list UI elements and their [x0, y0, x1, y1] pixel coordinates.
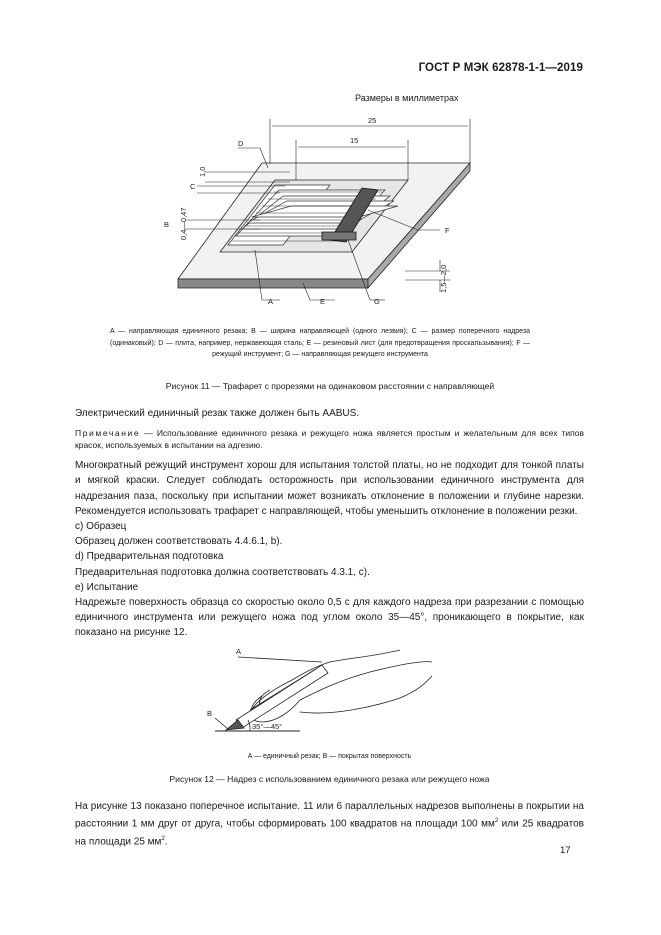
item-e-heading: e) Испытание: [75, 581, 139, 593]
angle-label: 35°—45°: [252, 722, 283, 731]
paragraph-figure-13: [75, 799, 584, 849]
plate-edge: [178, 279, 368, 288]
superscript-1: 2: [494, 818, 499, 825]
label-B: B: [164, 220, 170, 229]
item-c-heading: c) Образец: [75, 521, 127, 533]
label-D: D: [238, 139, 244, 148]
superscript-2: 2: [161, 835, 165, 842]
dim-1-0: 1,0: [198, 166, 207, 177]
units-note: Размеры в миллиметрах: [355, 93, 459, 103]
note-label: Примечание: [75, 428, 141, 439]
para-13-part-c: .: [164, 836, 168, 848]
item-c-text: Образец должен соответствовать 4.4.6.1, b).: [75, 536, 283, 548]
figure-11-legend: A — направляющая единичного резака; B — ширина направляющей (одного лезвия); C — размер поперечного надреза (одинаковый); D — плита, например, нержавеющая сталь; E — резиновый лист (для предотвращения проскальзывания); F — режущий инструмент; G — направляющая режущего инструмента: [110, 328, 530, 358]
label-C: C: [190, 182, 196, 191]
dim-1-5-2-0: 1,5—2,0: [439, 264, 448, 293]
note-paragraph: [75, 427, 584, 451]
dim-25: 25: [368, 116, 377, 125]
label-G: G: [374, 297, 380, 306]
label-E: E: [320, 297, 326, 306]
body-text-2: [75, 799, 584, 849]
page-number: 17: [560, 845, 571, 856]
hand-outline: [251, 650, 432, 722]
para-13-part-b: или 25 квадратов на площади 25 мм: [75, 818, 584, 848]
item-d-heading: d) Предварительная подготовка: [75, 551, 224, 563]
paragraph-aabus: Электрический единичный резак также должен быть AABUS.: [75, 408, 360, 419]
figure-12-caption: Рисунок 12 — Надрез с использованием единичного резака или режущего ножа: [169, 774, 490, 784]
figure-12-drawing: [195, 640, 455, 740]
document-header: ГОСТ Р МЭК 62878-1-1—2019: [418, 62, 583, 74]
dim-15: 15: [350, 136, 359, 145]
figure-11-drawing: [150, 108, 490, 308]
dim-0-4-0-47: 0,4—0,47: [179, 207, 188, 240]
figure-11-caption: Рисунок 11 — Трафарет с прорезями на одинаковом расстоянии с направляющей: [165, 381, 495, 391]
body-text-1: [75, 406, 584, 641]
fig12-label-A: A: [236, 647, 242, 656]
cutter-body: [236, 665, 328, 728]
item-d-text: Предварительная подготовка должна соответствовать 4.3.1, c).: [75, 566, 370, 578]
label-A: A: [268, 297, 274, 306]
item-e-text: Надрежьте поверхность образца со скоростью около 0,5 с для каждого надреза при разрезании с помощью единичного инструмента или режущего ножа под углом около 35—45°, проникающего в покрытие, как показано на рисунке 12.: [75, 597, 584, 639]
paragraph-multi-tool: Многократный режущий инструмент хорош для испытания толстой платы, но не подходит для тонкой платы и мягкой краски. Следует соблюдать осторожность при использовании единичного инструмента для надрезания паза, поскольку при испытании может возникать отклонение в положении и глубине нарезки. Рекомендуется использовать трафарет с направляющей, чтобы уменьшить отклонение в положении резки.: [75, 460, 584, 517]
fig12-label-B: B: [207, 709, 213, 718]
label-F: F: [445, 226, 450, 235]
note-text: — Использование единичного резака и режущего ножа является простым и желательным для всех типов красок, используемых в испытании на адгезию.: [75, 428, 584, 451]
para-13-part-a: На рисунке 13 показано поперечное испытание. 11 или 6 параллельных надрезов выполнены в покрытии на расстоянии 1 мм друг от друга, чтобы сформировать 100 квадратов на площади 100 мм: [75, 801, 584, 830]
figure-12-legend: A — единичный резак; B — покрытая поверхность: [247, 753, 412, 760]
